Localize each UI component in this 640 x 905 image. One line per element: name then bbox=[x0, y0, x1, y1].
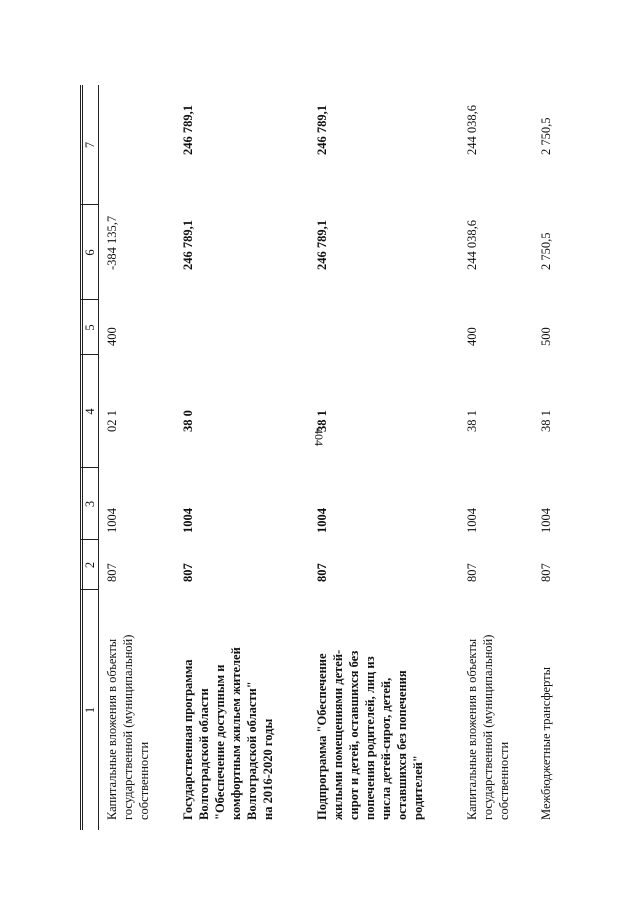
row-3-col-4: 38 1 bbox=[315, 410, 329, 432]
row-4-col-3: 1004 bbox=[465, 508, 479, 533]
row-4-description bbox=[464, 590, 512, 820]
row-5-line-1: Межбюджетные трансферты bbox=[539, 666, 553, 820]
row-3-line-1: Подпрограмма "Обеспечение bbox=[315, 653, 329, 820]
row-2-line-6: на 2016-2020 годы bbox=[261, 718, 275, 820]
header-col-3: 3 bbox=[83, 500, 97, 508]
row-3-line-4: попечения родителей, лиц из bbox=[363, 656, 377, 820]
row-5-col-5: 500 bbox=[539, 327, 553, 346]
row-2-line-5: Волгоградской области" bbox=[245, 681, 259, 820]
row-1-line-2: государственной (муниципальной) bbox=[121, 634, 135, 820]
row-1-col-2: 807 bbox=[105, 563, 119, 582]
table-top-rule bbox=[80, 85, 81, 830]
row-2-col-2: 807 bbox=[181, 563, 195, 582]
row-4-line-3: собственности bbox=[497, 741, 511, 820]
row-5-col-7: 2 750,5 bbox=[539, 117, 553, 155]
row-1-line-1: Капитальные вложения в объекты bbox=[105, 638, 119, 820]
row-5-col-3: 1004 bbox=[539, 508, 553, 533]
row-3-col-2: 807 bbox=[315, 563, 329, 582]
row-4-line-2: государственной (муниципальной) bbox=[481, 634, 495, 820]
row-4-col-4: 38 1 bbox=[465, 410, 479, 432]
row-1-col-6: -384 135,7 bbox=[105, 215, 119, 270]
row-4-col-7: 244 038,6 bbox=[465, 105, 479, 155]
header-col-5: 5 bbox=[83, 324, 97, 331]
row-1-col-4: 02 1 bbox=[105, 410, 119, 432]
header-bottom-rule bbox=[98, 85, 99, 830]
row-2-line-3: "Обеспечение доступным и bbox=[213, 664, 227, 820]
row-2-line-2: Волгоградской области bbox=[197, 688, 211, 820]
row-3-line-2: жилыми помещениями детей- bbox=[331, 649, 345, 820]
row-3-line-5: числа детей-сирот, детей, bbox=[379, 677, 393, 820]
row-1-line-3: собственности bbox=[137, 741, 151, 820]
row-2-line-1: Государственная программа bbox=[181, 659, 195, 820]
header-col-2: 2 bbox=[83, 561, 97, 569]
row-2-col-6: 246 789,1 bbox=[181, 220, 195, 270]
header-col-7: 7 bbox=[83, 141, 97, 149]
row-3-line-6: оставшихся без попечения bbox=[395, 670, 409, 820]
row-3-line-7: родителей" bbox=[411, 755, 425, 820]
header-col-4: 4 bbox=[83, 408, 97, 415]
row-4-col-6: 244 038,6 bbox=[465, 220, 479, 270]
row-3-description bbox=[314, 590, 426, 820]
row-5-description bbox=[538, 590, 554, 820]
row-4-col-5: 400 bbox=[465, 327, 479, 346]
header-col-1: 1 bbox=[83, 706, 97, 714]
header-col-6: 6 bbox=[83, 249, 97, 256]
row-2-line-4: комфортным жильем жителей bbox=[229, 647, 243, 820]
row-1-col-3: 1004 bbox=[105, 508, 119, 533]
budget-table bbox=[80, 70, 605, 830]
row-2-col-7: 246 789,1 bbox=[181, 105, 195, 155]
row-1-description bbox=[104, 590, 152, 820]
row-2-description bbox=[180, 590, 276, 820]
row-3-col-3: 1004 bbox=[315, 508, 329, 533]
row-4-line-1: Капитальные вложения в объекты bbox=[465, 638, 479, 820]
row-5-col-4: 38 1 bbox=[539, 410, 553, 432]
row-3-col-6: 246 789,1 bbox=[315, 220, 329, 270]
row-2-col-4: 38 0 bbox=[181, 410, 195, 432]
row-2-col-3: 1004 bbox=[181, 508, 195, 533]
row-5-col-6: 2 750,5 bbox=[539, 232, 553, 270]
page-number: 404 bbox=[312, 428, 326, 446]
row-1-col-5: 400 bbox=[105, 327, 119, 346]
row-3-col-7: 246 789,1 bbox=[315, 105, 329, 155]
row-5-col-2: 807 bbox=[539, 563, 553, 582]
row-3-line-3: сирот и детей, оставшихся без bbox=[347, 650, 361, 820]
row-4-col-2: 807 bbox=[465, 563, 479, 582]
